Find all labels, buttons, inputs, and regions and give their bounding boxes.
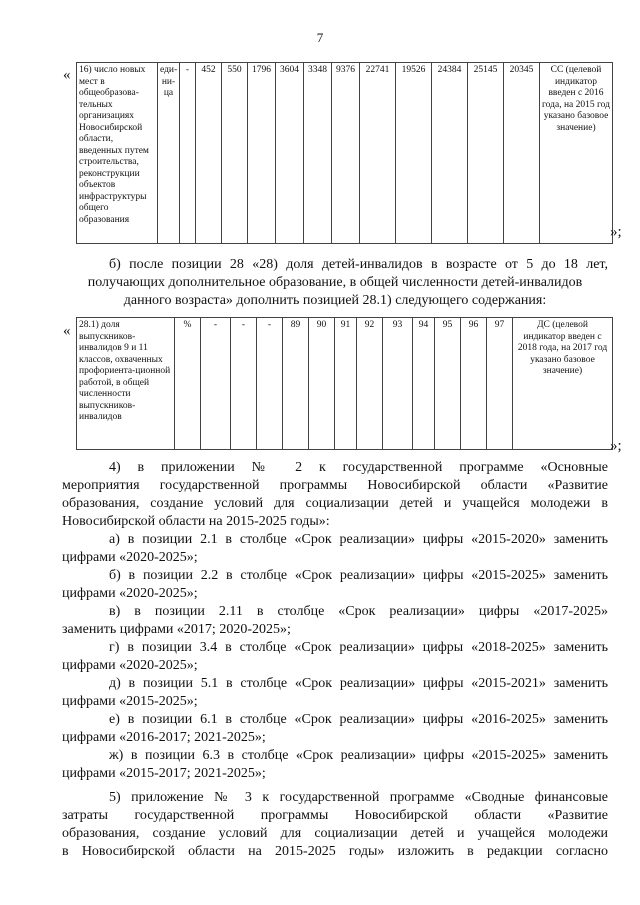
table-cell: 93 bbox=[383, 318, 413, 450]
list-item bbox=[62, 675, 608, 711]
text-line: данного возраста» дополнить позицией 28.1) следующего содержания: bbox=[123, 293, 547, 308]
table-cell: 25145 bbox=[468, 63, 504, 244]
text-line: Новосибирской области на 2015-2025 годы»: bbox=[62, 514, 330, 529]
text-line: получающих дополнительное образование, в общей численности детей-инвалидов bbox=[87, 275, 583, 290]
indicator-table-1 bbox=[76, 62, 613, 244]
paragraph-5 bbox=[62, 789, 608, 861]
table-cell: 22741 bbox=[360, 63, 396, 244]
text-line: цифрами «2020-2025»; bbox=[62, 658, 198, 673]
table-cell: 94 bbox=[413, 318, 435, 450]
quote-close-1: »; bbox=[610, 224, 622, 240]
items-list bbox=[62, 531, 608, 783]
text-line: а) в позиции 2.1 в столбце «Срок реализации» цифры «2015-2020» заменить bbox=[109, 532, 608, 547]
table-cell: 97 bbox=[487, 318, 513, 450]
table-cell: 550 bbox=[222, 63, 248, 244]
table-cell: 92 bbox=[357, 318, 383, 450]
table-cell: 20345 bbox=[504, 63, 540, 244]
table-cell-indicator: 16) число новых мест в общеобразова-тельных организациях Новосибирской области, введенных путем строительства, реконструкции объектов инфраструктуры общего образования bbox=[77, 63, 158, 244]
text-line: цифрами «2015-2025»; bbox=[62, 694, 198, 709]
paragraph-b bbox=[62, 256, 608, 310]
table-cell-indicator: 28.1) доля выпускников-инвалидов 9 и 11 классов, охваченных профориента-ционной работой, в общей численности выпускников-инвалидов bbox=[77, 318, 175, 450]
text-line: цифрами «2020-2025»; bbox=[62, 550, 198, 565]
table-cell: - bbox=[180, 63, 196, 244]
table-row bbox=[77, 318, 613, 450]
table-cell: 24384 bbox=[432, 63, 468, 244]
text-line: образования, создание условий для социализации детей и учащейся молодежи в bbox=[62, 496, 608, 511]
text-line: мероприятия государственной программы Новосибирской области «Развитие bbox=[62, 478, 608, 493]
table-cell: 9376 bbox=[332, 63, 360, 244]
text-line: 4) в приложении № 2 к государственной программе «Основные bbox=[109, 460, 608, 475]
list-item bbox=[62, 711, 608, 747]
table-cell: 3348 bbox=[304, 63, 332, 244]
table-cell: 91 bbox=[335, 318, 357, 450]
text-line: в) в позиции 2.11 в столбце «Срок реализации» цифры «2017-2025» bbox=[109, 604, 608, 619]
list-item bbox=[62, 567, 608, 603]
text-line: цифрами «2015-2017; 2021-2025»; bbox=[62, 766, 266, 781]
list-item bbox=[62, 531, 608, 567]
table-cell: 96 bbox=[461, 318, 487, 450]
table-cell-note: ДС (целевой индикатор введен с 2018 года, на 2017 год указано базовое значение) bbox=[513, 318, 613, 450]
table-cell-unit: % bbox=[175, 318, 201, 450]
list-item bbox=[62, 639, 608, 675]
text-line: б) в позиции 2.2 в столбце «Срок реализации» цифры «2015-2025» заменить bbox=[109, 568, 608, 583]
table-cell: - bbox=[231, 318, 257, 450]
table-row bbox=[77, 63, 613, 244]
text-line: цифрами «2016-2017; 2021-2025»; bbox=[62, 730, 266, 745]
text-line: в Новосибирской области на 2015-2025 годы» изложить в редакции согласно bbox=[62, 844, 608, 859]
table-cell: 95 bbox=[435, 318, 461, 450]
table-cell-unit: еди-ни-ца bbox=[158, 63, 180, 244]
text-line: заменить цифрами «2017; 2020-2025»; bbox=[62, 622, 291, 637]
table-cell: - bbox=[257, 318, 283, 450]
table-cell: 3604 bbox=[276, 63, 304, 244]
table-cell: 452 bbox=[196, 63, 222, 244]
table-cell: 19526 bbox=[396, 63, 432, 244]
text-line: затраты государственной программы Новосибирской области «Развитие bbox=[62, 808, 608, 823]
quote-open-2: « bbox=[63, 323, 71, 339]
table-cell: - bbox=[201, 318, 231, 450]
text-line: е) в позиции 6.1 в столбце «Срок реализации» цифры «2016-2025» заменить bbox=[109, 712, 608, 727]
table-cell-note: СС (целевой индикатор введен с 2016 года, на 2015 год указано базовое значение) bbox=[540, 63, 613, 244]
table-cell: 1796 bbox=[248, 63, 276, 244]
text-line: ж) в позиции 6.3 в столбце «Срок реализации» цифры «2015-2025» заменить bbox=[109, 748, 608, 763]
table-cell: 89 bbox=[283, 318, 309, 450]
quote-close-2: »; bbox=[610, 438, 622, 454]
text-line: 5) приложение № 3 к государственной программе «Сводные финансовые bbox=[109, 790, 608, 805]
text-line: г) в позиции 3.4 в столбце «Срок реализации» цифры «2018-2025» заменить bbox=[109, 640, 608, 655]
list-item bbox=[62, 747, 608, 783]
paragraph-4 bbox=[62, 459, 608, 531]
quote-open-1: « bbox=[63, 67, 71, 83]
text-line: образования, создание условий для социализации детей и учащейся молодежи bbox=[62, 826, 608, 841]
text-line: б) после позиции 28 «28) доля детей-инвалидов в возрасте от 5 до 18 лет, bbox=[109, 257, 608, 272]
indicator-table-2 bbox=[76, 317, 613, 450]
table-cell: 90 bbox=[309, 318, 335, 450]
text-line: цифрами «2020-2025»; bbox=[62, 586, 198, 601]
page-number: 7 bbox=[316, 30, 324, 45]
list-item bbox=[62, 603, 608, 639]
text-line: д) в позиции 5.1 в столбце «Срок реализации» цифры «2015-2021» заменить bbox=[109, 676, 608, 691]
